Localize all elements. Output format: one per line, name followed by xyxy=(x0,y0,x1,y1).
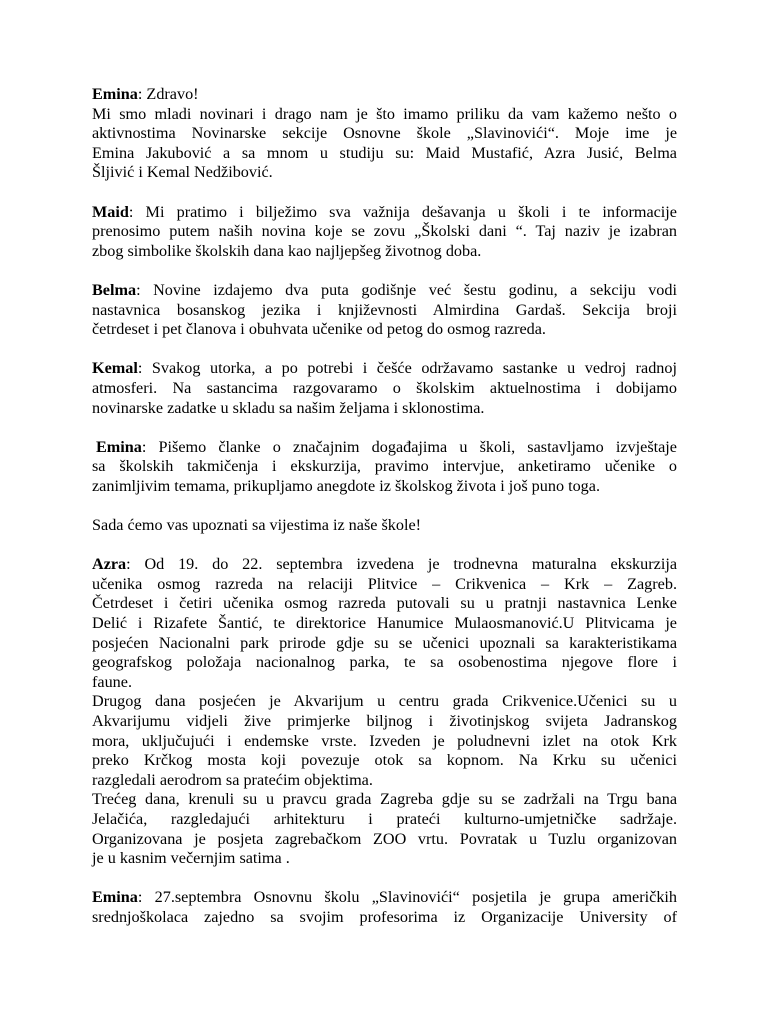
text-line xyxy=(92,810,677,830)
line-text: : Od 19. do 22. septembra izvedena je trodnevna maturalna ekskurzija xyxy=(126,555,677,574)
text-line xyxy=(92,359,677,379)
line-text: : Novine izdajemo dva puta godišnje već šestu godinu, a sekciju vodi xyxy=(136,280,677,299)
line-text: Drugog dana posjećen je Akvarijum u centru grada Crikvenice.Učenici su u xyxy=(92,692,677,711)
text-line xyxy=(92,555,677,575)
speaker-name: Kemal xyxy=(92,359,138,378)
line-text: aktivnostima Novinarske sekcije Osnovne škole „Slavinovići“. Moje ime je xyxy=(92,124,677,143)
text-line xyxy=(92,751,677,771)
paragraph xyxy=(92,790,677,868)
line-text: Četrdeset i četiri učenika osmog razreda putovali su u pratnji nastavnica Lenke xyxy=(92,594,677,613)
text-line xyxy=(92,379,677,399)
text-line xyxy=(92,399,677,419)
line-text: novinarske zadatke u skladu sa našim željama i sklonostima. xyxy=(92,398,485,417)
text-line xyxy=(92,438,677,458)
text-line xyxy=(92,457,677,477)
text-line xyxy=(92,575,677,595)
line-text: nastavnica bosanskog jezika i književnosti Almirdina Gardaš. Sekcija broji xyxy=(92,300,677,319)
line-text: Emina Jakubović a sa mnom u studiju su: Maid Mustafić, Azra Jusić, Belma xyxy=(92,143,677,162)
line-text: Jelačića, razgledajući arhitekturu i prateći kulturno-umjetničke sadržaje. xyxy=(92,809,677,828)
line-text: četrdeset i pet članova i obuhvata učenike od petog do osmog razreda. xyxy=(92,320,546,339)
text-line xyxy=(92,771,677,791)
text-line xyxy=(92,712,677,732)
text-line xyxy=(92,653,677,673)
text-line xyxy=(92,594,677,614)
line-text: učenika osmog razreda na relaciji Plitvice – Crikvenica – Krk – Zagreb. xyxy=(92,574,677,593)
line-text: zanimljivim temama, prikupljamo anegdote iz školskog života i još puno toga. xyxy=(92,476,601,495)
paragraph xyxy=(92,438,677,497)
text-line xyxy=(92,673,677,693)
paragraph xyxy=(92,555,677,692)
line-text: zbog simbolike školskih dana kao najljepšeg životnog doba. xyxy=(92,241,482,260)
speaker-name: Emina xyxy=(92,85,138,103)
line-text: Šljivić i Kemal Nedžibović. xyxy=(92,163,273,182)
line-text: srednjoškolaca zajedno sa svojim profesorima iz Organizacije University of xyxy=(92,907,677,926)
text-line xyxy=(92,614,677,634)
paragraph xyxy=(92,692,677,790)
line-text: sa školskih takmičenja i ekskurzija, pravimo intervjue, anketiramo učenike o xyxy=(92,457,677,476)
line-text: : 27.septembra Osnovnu školu „Slavinovići“ posjetila je grupa američkih xyxy=(137,888,677,907)
speaker-name: Belma xyxy=(92,280,137,299)
paragraph xyxy=(92,105,677,183)
text-line xyxy=(92,634,677,654)
document-page xyxy=(92,85,677,928)
paragraph xyxy=(92,888,677,927)
line-text: atmosferi. Na sastancima razgovaramo o školskim aktuelnostima i dobijamo xyxy=(92,378,677,397)
text-line xyxy=(92,85,677,105)
text-line xyxy=(92,477,677,497)
text-line xyxy=(92,301,677,321)
text-line xyxy=(92,320,677,340)
text-line xyxy=(92,124,677,144)
text-line xyxy=(92,105,677,125)
text-line xyxy=(92,242,677,262)
text-line xyxy=(92,222,677,242)
speaker-name: Emina xyxy=(92,888,138,907)
paragraph xyxy=(92,281,677,340)
paragraph xyxy=(92,85,677,105)
text-line xyxy=(92,790,677,810)
line-text: Akvarijumu vidjeli žive primjerke biljnog i životinjskog svijeta Jadranskog xyxy=(92,712,677,730)
line-text: preko Krčkog mosta koji povezuje otok sa kopnom. Na Krku su učenici xyxy=(92,751,677,770)
line-text: Sada ćemo vas upoznati sa vijestima iz naše škole! xyxy=(92,516,422,535)
line-text: posjećen Nacionalni park prirode gdje su se učenici upoznali sa karakteristikama xyxy=(92,633,677,652)
line-text: : Svakog utorka, a po potrebi i češće održavamo sastanke u vedroj radnoj xyxy=(137,359,677,378)
speaker-name: Azra xyxy=(92,555,127,574)
text-line xyxy=(92,144,677,164)
text-line xyxy=(92,281,677,301)
text-line xyxy=(92,849,677,869)
text-line xyxy=(92,732,677,752)
line-text: Organizovana je posjeta zagrebačkom ZOO vrtu. Povratak u Tuzlu organizovan xyxy=(92,829,677,848)
text-line xyxy=(92,203,677,223)
line-text: prenosimo putem naših novina koje se zovu „Školski dani “. Taj naziv je izabran xyxy=(92,222,677,241)
speaker-name: Emina xyxy=(96,437,142,456)
line-text: : Zdravo! xyxy=(137,85,199,103)
text-line xyxy=(92,908,677,928)
line-text: : Pišemo članke o značajnim događajima u školi, sastavljamo izvještaje xyxy=(141,437,677,456)
line-text: geografskog položaja nacionalnog parka, te sa osobenostima njegove flore i xyxy=(92,653,677,672)
line-text: Trećeg dana, krenuli su u pravcu grada Zagreba gdje su se zadržali na Trgu bana xyxy=(92,790,677,809)
text-line xyxy=(92,830,677,850)
line-text: faune. xyxy=(92,672,132,691)
paragraph xyxy=(92,359,677,418)
paragraph xyxy=(92,203,677,262)
text-line xyxy=(92,692,677,712)
text-line xyxy=(92,888,677,908)
line-text: razgledali aerodrom sa pratećim objektima. xyxy=(92,770,373,789)
text-line xyxy=(92,163,677,183)
line-text: Mi smo mladi novinari i drago nam je što imamo priliku da vam kažemo nešto o xyxy=(92,104,677,123)
text-line xyxy=(92,516,677,536)
line-text: Delić i Rizafete Šantić, te direktorice Hanumice Mulaosmanović.U Plitvicama je xyxy=(92,614,677,633)
line-text: : Mi pratimo i bilježimo sva važnija dešavanja u školi i te informacije xyxy=(128,202,677,221)
paragraph xyxy=(92,516,677,536)
speaker-name: Maid xyxy=(92,202,129,221)
line-text: mora, uključujući i endemske vrste. Izveden je poludnevni izlet na otok Krk xyxy=(92,731,677,750)
line-text: je u kasnim večernjim satima . xyxy=(92,849,290,868)
